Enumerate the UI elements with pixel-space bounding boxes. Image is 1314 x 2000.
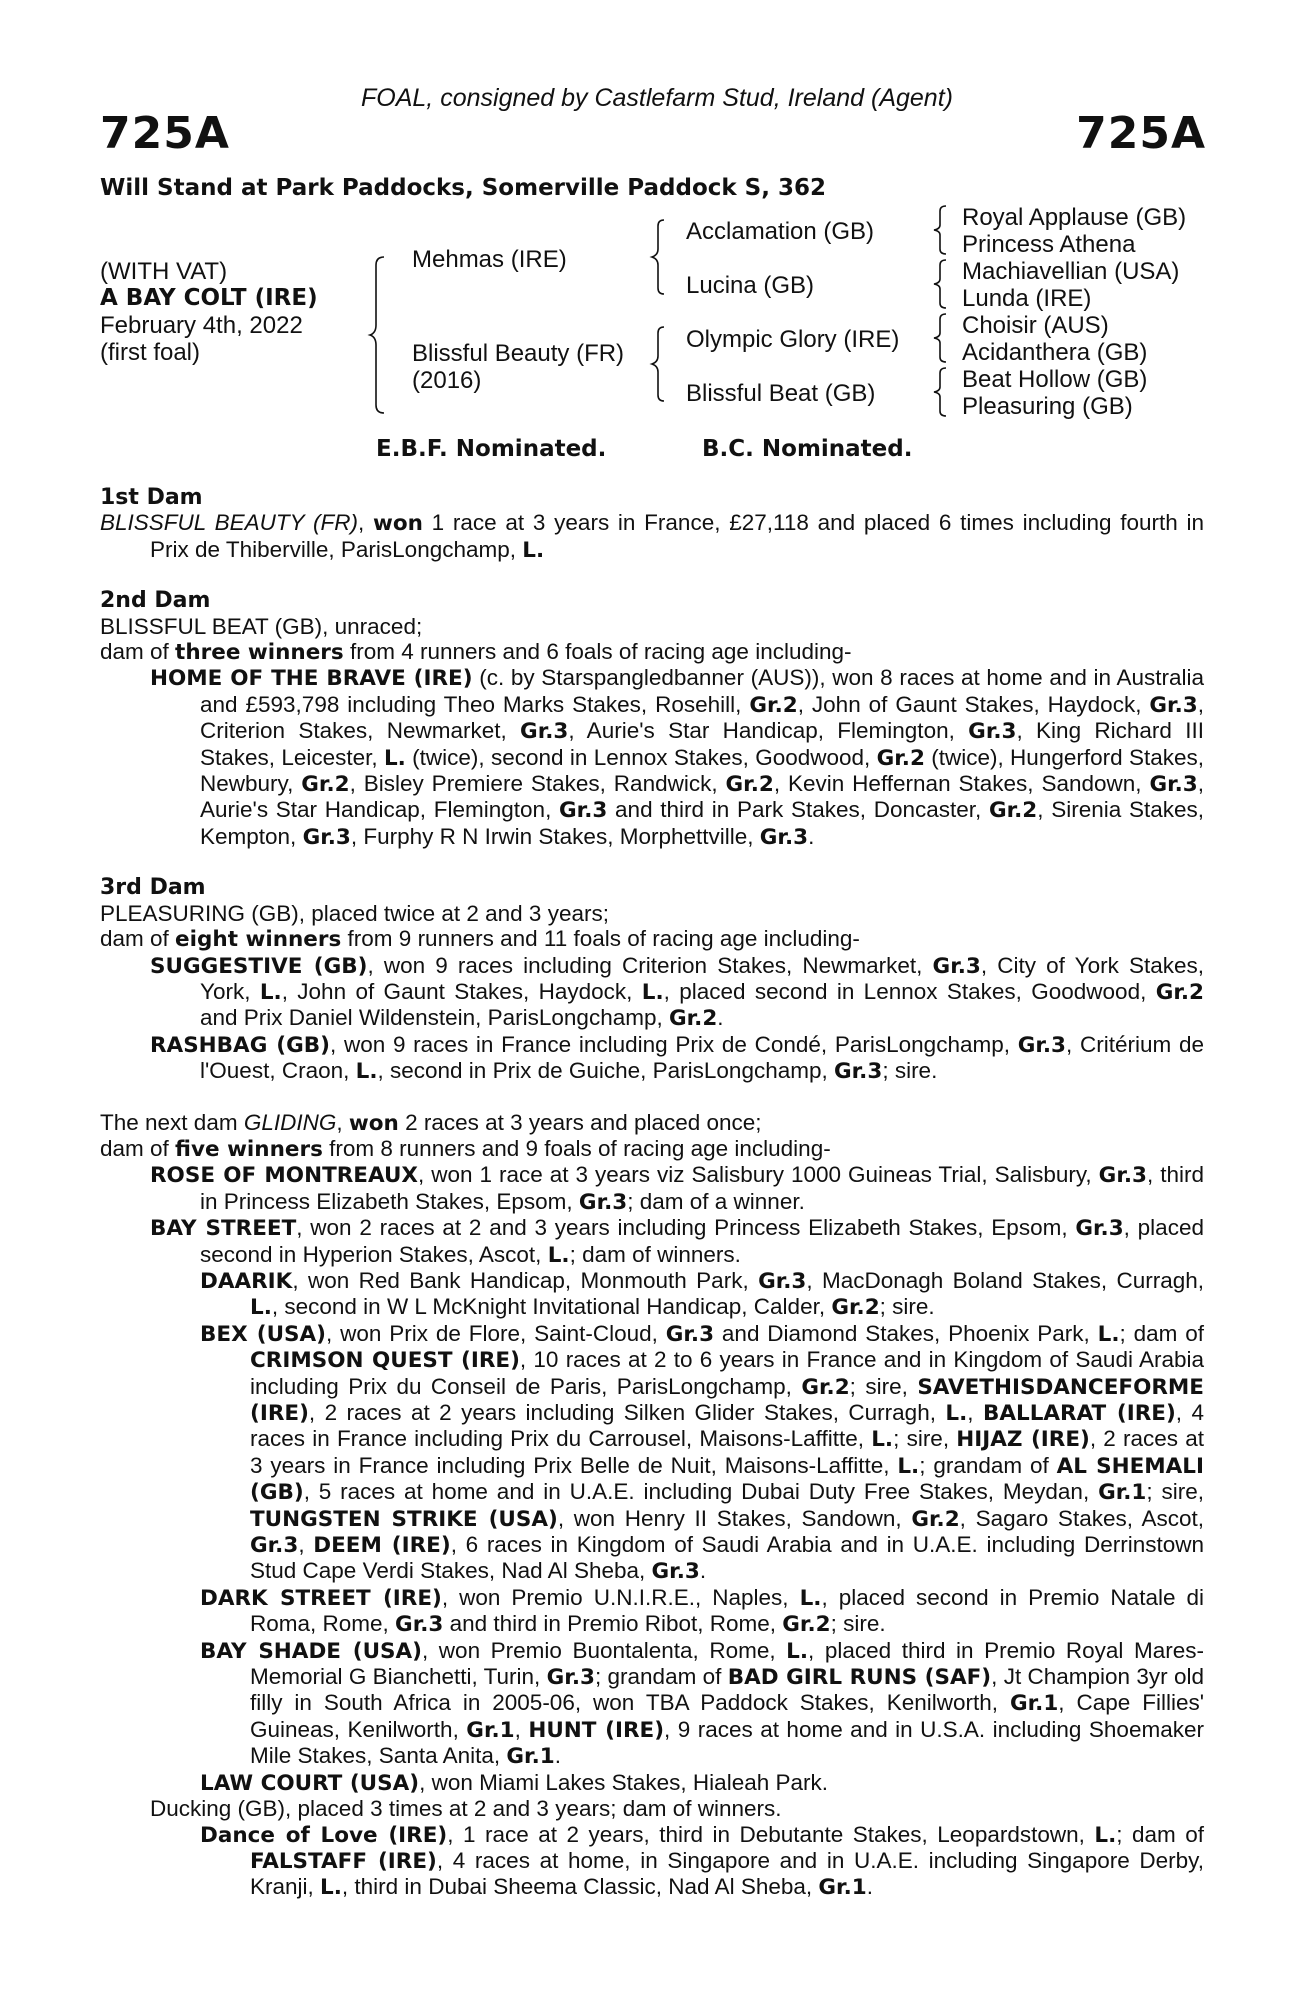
- pedigree-gg-8: Pleasuring (GB): [962, 393, 1133, 420]
- foal-note: (first foal): [100, 339, 201, 366]
- pedigree-sire: Mehmas (IRE): [412, 246, 567, 273]
- dam3-entry-suggestive: SUGGESTIVE (GB), won 9 races including Criterion Stakes, Newmarket, Gr.3, City of York Stakes, York, L., John of Gaunt Stakes, Haydock, L., placed second in Lennox Stakes, Goodwood, Gr.2 and Prix Daniel Wildenstein, ParisLongchamp, Gr.2.: [150, 952, 1205, 1032]
- entry-bex: BEX (USA), won Prix de Flore, Saint-Cloud, Gr.3 and Diamond Stakes, Phoenix Park, L.; dam of CRIMSON QUEST (IRE), 10 races at 2 to 6 years in France and in Kingdom of Saudi Arabia including Prix du Conseil de Paris, ParisLongchamp, Gr.2; sire, SAVETHISDANCEFORME (IRE), 2 races at 2 years including Silken Glider Stakes, Curragh, L., BALLARAT (IRE), 4 races in France including Prix du Carrousel, Maisons-Laffitte, L.; sire, HIJAZ (IRE), 2 races at 3 years in France including Prix Belle de Nuit, Maisons-Laffitte, L.; grandam of AL SHEMALI (GB), 5 races at home and in U.A.E. including Dubai Duty Free Stakes, Meydan, Gr.1; sire, TUNGSTEN STRIKE (USA), won Henry II Stakes, Sandown, Gr.2, Sagaro Stakes, Ascot, Gr.3, DEEM (IRE), 6 races in Kingdom of Saudi Arabia and in U.A.E. including Derrinstown Stud Cape Verdi Stakes, Nad Al Sheba, Gr.3.: [200, 1320, 1205, 1585]
- catalogue-body: [100, 485, 1204, 1901]
- pedigree-bracket-2b: [652, 325, 672, 403]
- entry-daarik: DAARIK, won Red Bank Handicap, Monmouth Park, Gr.3, MacDonagh Boland Stakes, Curragh, L., second in W L McKnight Invitational Handicap, Calder, Gr.2; sire.: [200, 1267, 1205, 1321]
- entry-bay-street: BAY STREET, won 2 races at 2 and 3 years including Princess Elizabeth Stakes, Epsom, Gr.3, placed second in Hyperion Stakes, Ascot, L.; dam of winners.: [150, 1215, 1204, 1268]
- pedigree-bracket-1: [370, 255, 390, 415]
- pedigree-gg-2: Princess Athena: [962, 231, 1136, 258]
- foal-name: A BAY COLT (IRE): [100, 285, 318, 311]
- foal-vat: (WITH VAT): [100, 258, 228, 285]
- pedigree-bracket-3d: [934, 366, 954, 418]
- entry-law-court: LAW COURT (USA), won Miami Lakes Stakes, Hialeah Park.: [200, 1769, 829, 1796]
- entry-bay-shade: BAY SHADE (USA), won Premio Buontalenta, Rome, L., placed third in Premio Royal Mares-Memorial G Bianchetti, Turin, Gr.3; grandam of BAD GIRL RUNS (SAF), Jt Champion 3yr old filly in South Africa in 2005-06, won TBA Paddock Stakes, Kenilworth, Gr.1, Cape Fillies' Guineas, Kenilworth, Gr.1, HUNT (IRE), 9 races at home and in U.S.A. including Shoemaker Mile Stakes, Santa Anita, Gr.1.: [200, 1637, 1205, 1770]
- pedigree-dam-sire: Olympic Glory (IRE): [686, 326, 900, 353]
- consignment-line: FOAL, consigned by Castlefarm Stud, Ireland (Agent): [361, 84, 953, 112]
- pedigree-dam-dam: Blissful Beat (GB): [686, 380, 876, 407]
- entry-ducking: Ducking (GB), placed 3 times at 2 and 3 years; dam of winners.: [150, 1796, 782, 1822]
- lot-number-left: 725A: [100, 108, 230, 159]
- ebf-nomination: E.B.F. Nominated.: [376, 436, 607, 462]
- entry-dance-of-love: Dance of Love (IRE), 1 race at 2 years, third in Debutante Stakes, Leopardstown, L.; dam of FALSTAFF (IRE), 4 races at home, in Singapore and in U.A.E. including Singapore Derby, Kranji, L., third in Dubai Sheema Classic, Nad Al Sheba, Gr.1.: [200, 1821, 1204, 1901]
- entry-rose-of-montreaux: ROSE OF MONTREAUX, won 1 race at 3 years viz Salisbury 1000 Guineas Trial, Salisbury, Gr.3, third in Princess Elizabeth Stakes, Epsom, Gr.3; dam of a winner.: [150, 1162, 1204, 1215]
- pedigree-gg-5: Choisir (AUS): [962, 312, 1109, 339]
- pedigree-bracket-3b: [934, 258, 954, 310]
- dam1-text: BLISSFUL BEAUTY (FR), won 1 race at 3 years in France, £27,118 and placed 6 times including fourth in Prix de Thiberville, ParisLongchamp, L.: [100, 510, 1205, 563]
- dam2-entry: HOME OF THE BRAVE (IRE) (c. by Starspangledbanner (AUS)), won 8 races at home and in Australia and £593,798 including Theo Marks Stakes, Rosehill, Gr.2, John of Gaunt Stakes, Haydock, Gr.3, Criterion Stakes, Newmarket, Gr.3, Aurie's Star Handicap, Flemington, Gr.3, King Richard III Stakes, Leicester, L. (twice), second in Lennox Stakes, Goodwood, Gr.2 (twice), Hungerford Stakes, Newbury, Gr.2, Bisley Premiere Stakes, Randwick, Gr.2, Kevin Heffernan Stakes, Sandown, Gr.3, Aurie's Star Handicap, Flemington, Gr.3 and third in Park Stakes, Doncaster, Gr.2, Sirenia Stakes, Kempton, Gr.3, Furphy R N Irwin Stakes, Morphettville, Gr.3.: [150, 665, 1205, 850]
- next-dam-intro: The next dam GLIDING, won 2 races at 3 years and placed once;: [100, 1109, 762, 1136]
- dam3-entry-rashbag: RASHBAG (GB), won 9 races in France including Prix de Condé, ParisLongchamp, Gr.3, Critérium de l'Ouest, Craon, L., second in Prix de Guiche, ParisLongchamp, Gr.3; sire.: [150, 1031, 1204, 1085]
- pedigree-bracket-2a: [652, 218, 672, 296]
- dam2-heading: 2nd Dam: [100, 588, 211, 614]
- pedigree-gg-3: Machiavellian (USA): [962, 258, 1180, 285]
- pedigree-dam-name: Blissful Beauty (FR): [412, 340, 625, 367]
- pedigree-gg-4: Lunda (IRE): [962, 285, 1092, 312]
- pedigree-gg-1: Royal Applause (GB): [962, 204, 1187, 231]
- pedigree-gg-7: Beat Hollow (GB): [962, 366, 1148, 393]
- pedigree-dam-year: (2016): [412, 367, 482, 394]
- dam3-intro: PLEASURING (GB), placed twice at 2 and 3 years;: [100, 900, 609, 926]
- dam3-heading: 3rd Dam: [100, 875, 206, 901]
- next-dam-produce-intro: dam of five winners from 8 runners and 9 foals of racing age including-: [100, 1135, 831, 1162]
- foal-date: February 4th, 2022: [100, 312, 303, 339]
- dam3-produce-intro: dam of eight winners from 9 runners and 11 foals of racing age including-: [100, 926, 860, 953]
- pedigree-bracket-3a: [934, 204, 954, 256]
- stand-location: Will Stand at Park Paddocks, Somerville Paddock S, 362: [100, 175, 827, 201]
- pedigree-bracket-3c: [934, 312, 954, 364]
- lot-number-right: 725A: [1076, 108, 1206, 159]
- dam2-intro: BLISSFUL BEAT (GB), unraced;: [100, 613, 423, 639]
- dam1-heading: 1st Dam: [100, 485, 203, 510]
- pedigree-gg-6: Acidanthera (GB): [962, 339, 1148, 366]
- bc-nomination: B.C. Nominated.: [702, 436, 913, 462]
- pedigree-sire-sire: Acclamation (GB): [686, 218, 875, 245]
- entry-dark-street: DARK STREET (IRE), won Premio U.N.I.R.E., Naples, L., placed second in Premio Natale di Roma, Rome, Gr.3 and third in Premio Ribot, Rome, Gr.2; sire.: [200, 1584, 1204, 1638]
- pedigree-sire-dam: Lucina (GB): [686, 272, 815, 299]
- dam2-produce-intro: dam of three winners from 4 runners and 6 foals of racing age including-: [100, 639, 852, 666]
